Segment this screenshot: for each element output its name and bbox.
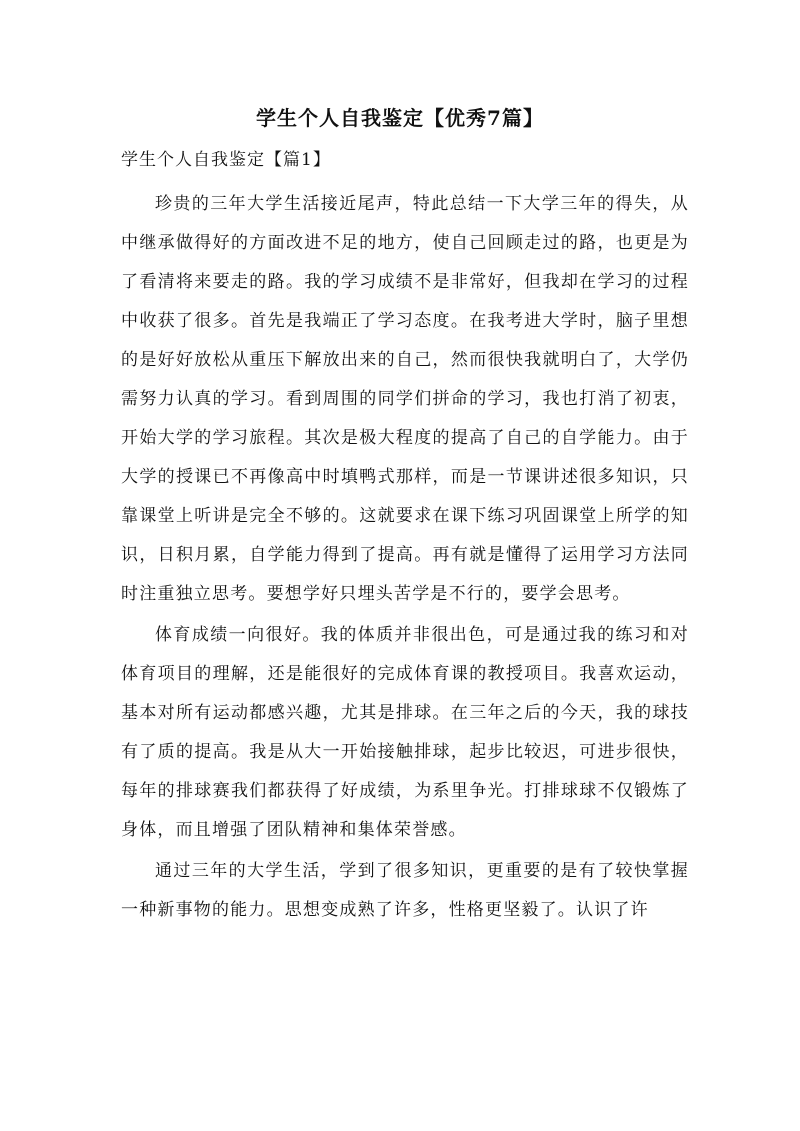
section-heading: 学生个人自我鉴定【篇1】 bbox=[121, 150, 331, 170]
document-body bbox=[121, 185, 689, 930]
document-title: 学生个人自我鉴定【优秀7篇】 bbox=[256, 106, 544, 130]
paragraph: 通过三年的大学生活，学到了很多知识，更重要的是有了较快掌握一种新事物的能力。思想变成熟了许多，性格更坚毅了。认识了许 bbox=[121, 861, 689, 920]
paragraph: 珍贵的三年大学生活接近尾声，特此总结一下大学三年的得失，从中继承做得好的方面改进不足的地方，使自己回顾走过的路，也更是为了看清将来要走的路。我的学习成绩不是非常好，但我却在学习的过程中收获了很多。首先是我端正了学习态度。在我考进大学时，脑子里想的是好好放松从重压下解放出来的自己，然而很快我就明白了，大学仍需努力认真的学习。看到周围的同学们拼命的学习，我也打消了初衷，开始大学的学习旅程。其次是极大程度的提高了自己的自学能力。由于大学的授课已不再像高中时填鸭式那样，而是一节课讲述很多知识，只靠课堂上听讲是完全不够的。这就要求在课下练习巩固课堂上所学的知识，日积月累，自学能力得到了提高。再有就是懂得了运用学习方法同时注重独立思考。要想学好只埋头苦学是不行的，要学会思考。 bbox=[121, 194, 689, 604]
paragraph: 体育成绩一向很好。我的体质并非很出色，可是通过我的练习和对体育项目的理解，还是能很好的完成体育课的教授项目。我喜欢运动，基本对所有运动都感兴趣，尤其是排球。在三年之后的今天，我的球技有了质的提高。我是从大一开始接触排球，起步比较迟，可进步很快，每年的排球赛我们都获得了好成绩，为系里争光。打排球球不仅锻炼了身体，而且增强了团队精神和集体荣誉感。 bbox=[121, 625, 689, 840]
